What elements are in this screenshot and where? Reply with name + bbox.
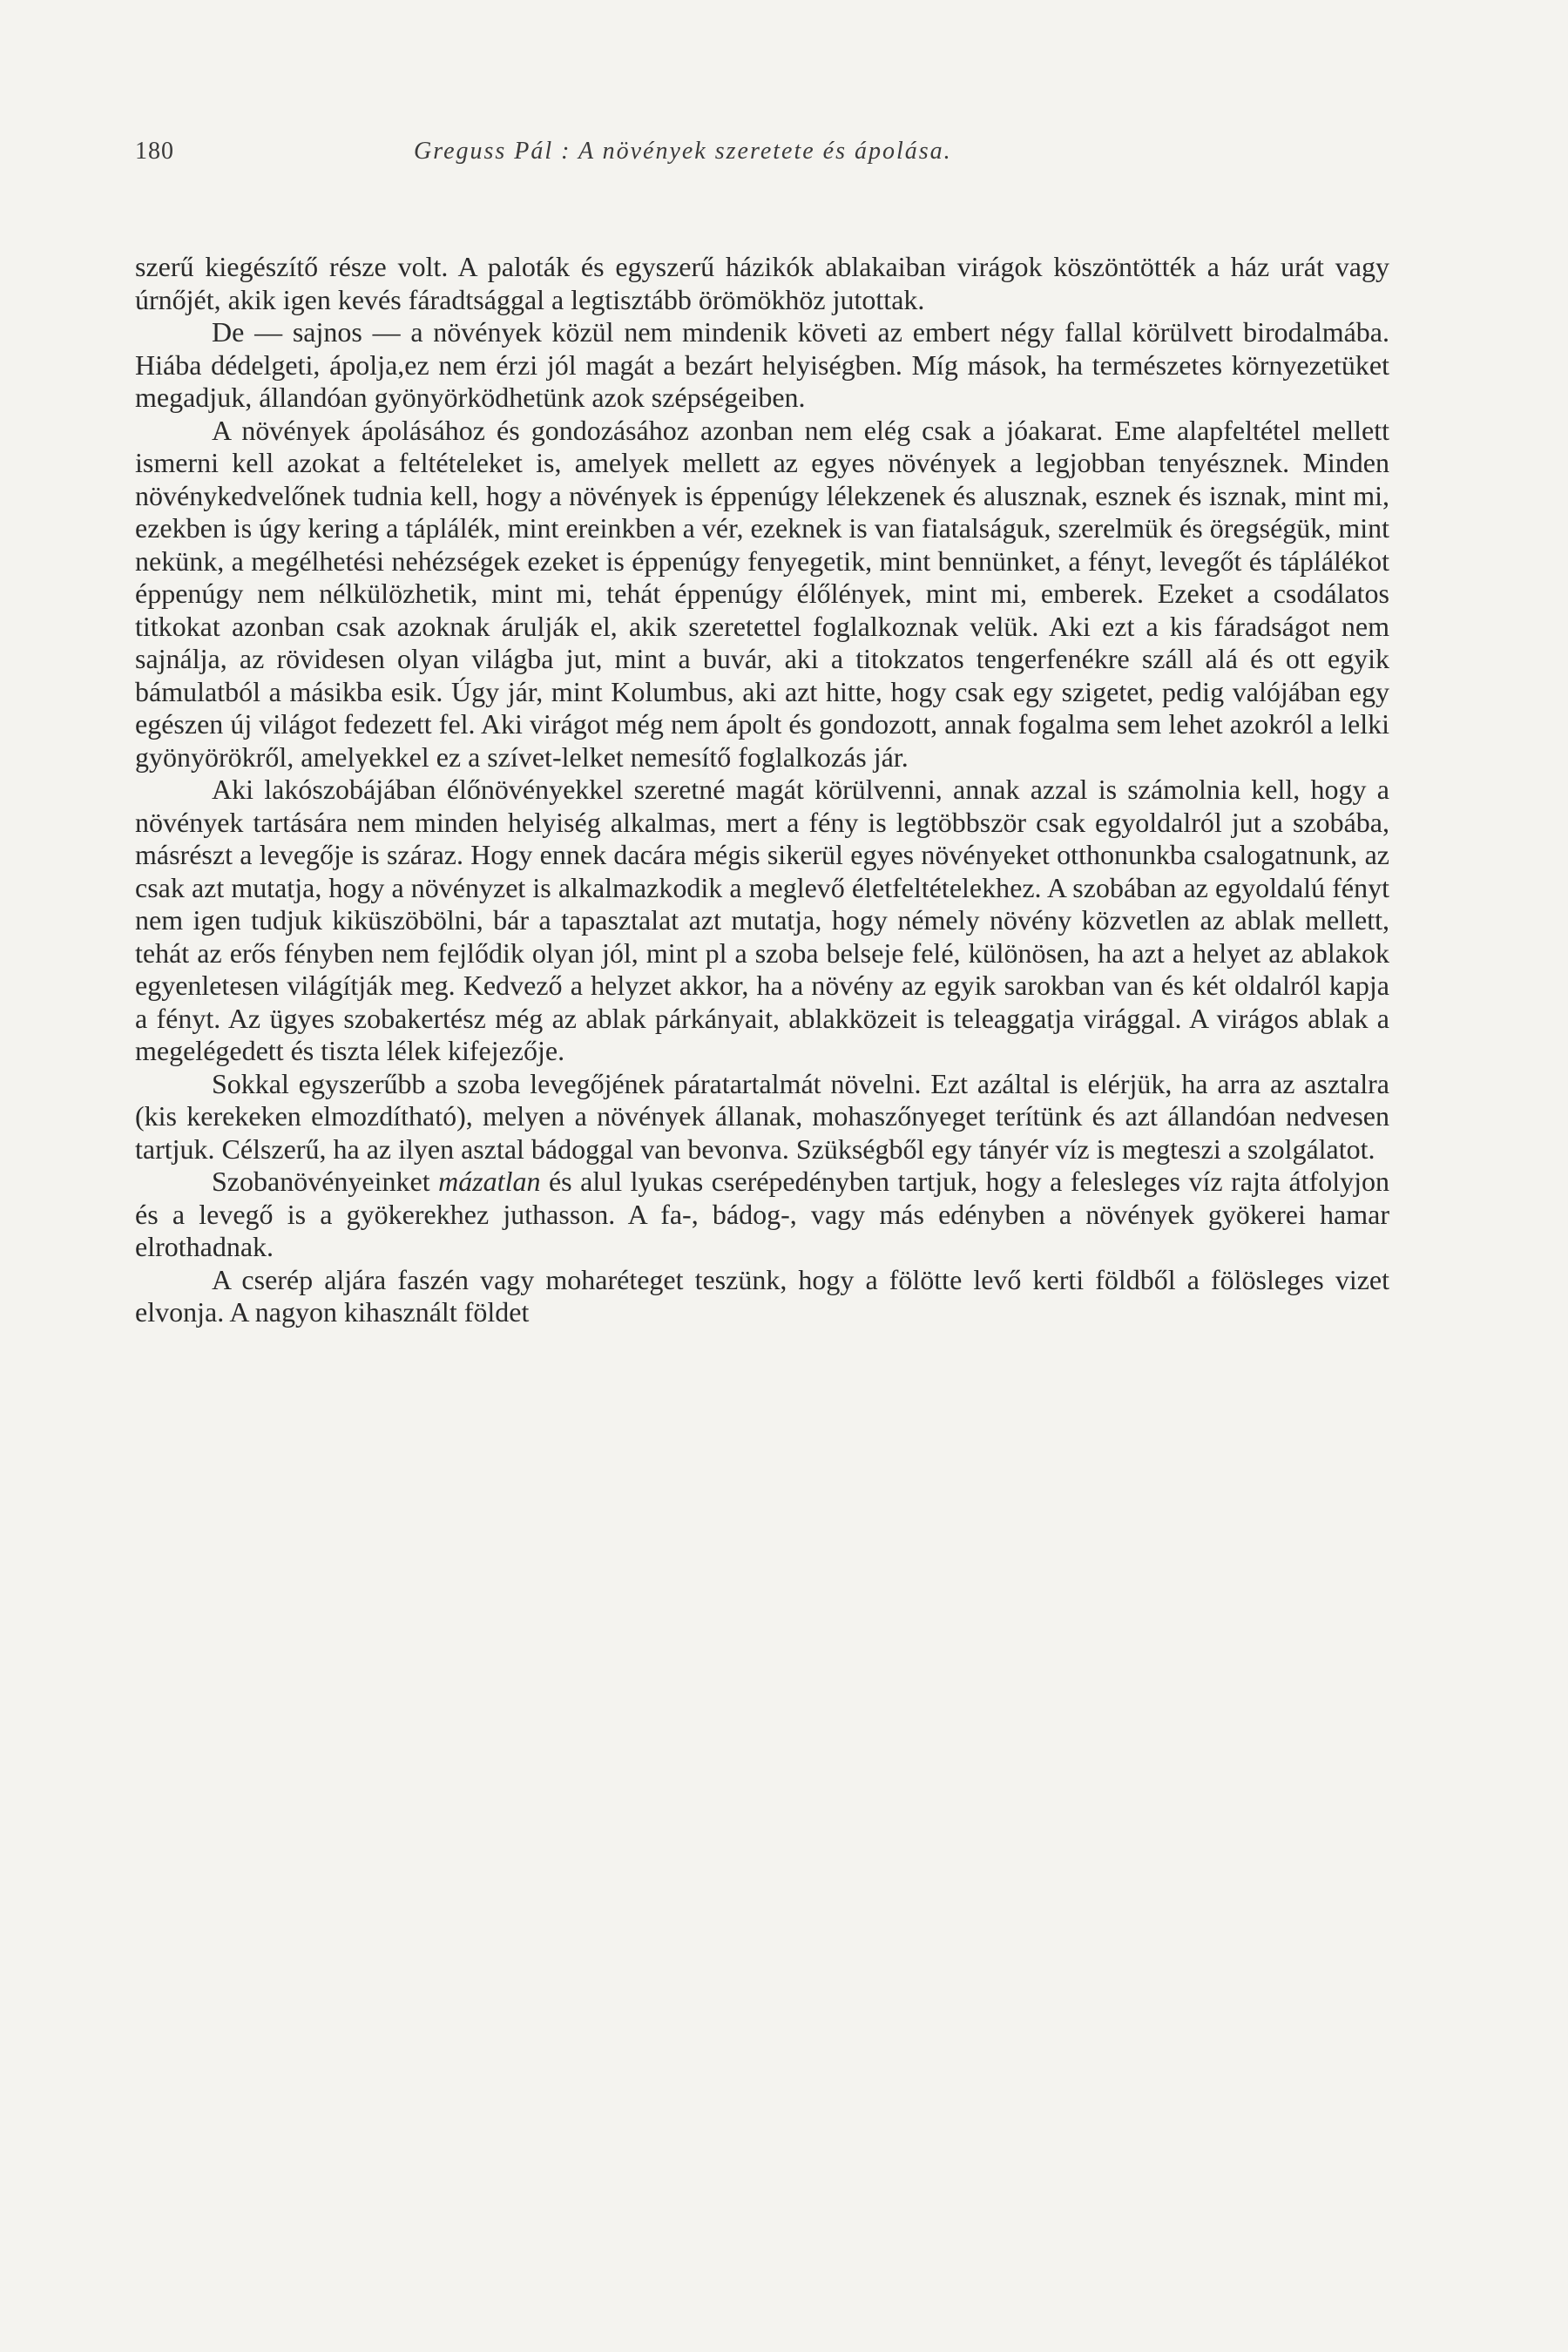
running-title: Greguss Pál : A növények szeretete és ápolása. — [414, 138, 952, 165]
paragraph-1: szerű kiegészítő része volt. A paloták és egyszerű házikók ablakaiban virágok köszöntötték a ház urát vagy úrnőjét, akik igen kevés fáradtsággal a legtisztább örömökhöz jutottak. — [135, 251, 1389, 315]
page-header — [135, 138, 1389, 172]
paragraph-6 — [135, 1166, 1389, 1264]
paragraph-6-start: Szobanövényeinket — [212, 1166, 439, 1197]
body-text — [135, 251, 1389, 1329]
page-number: 180 — [135, 138, 174, 165]
paragraph-3: A növények ápolásához és gondozásához azonban nem elég csak a jóakarat. Eme alapfeltétel mellett ismerni kell azokat a feltételeket is, amelyek mellett az egyes növények a legjobban tenyésznek. Minden növénykedvelőnek tudnia kell, hogy a növények is éppenúgy lélekzenek és alusznak, esznek és isznak, mint mi, ezekben is úgy kering a táplálék, mint ereinkben a vér, ezeknek is van fiatalságuk, szerelmük és öregségük, mint nekünk, a megélhetési nehézségek ezeket is éppenúgy fenyegetik, mint bennünket, a fényt, levegőt és táplálékot éppenúgy nem nélkülözhetik, mint mi, tehát éppenúgy élőlények, mint mi, emberek. Ezeket a csodálatos titkokat azonban csak azoknak árulják el, akik szeretettel foglalkoznak velük. Aki ezt a kis fáradságot nem sajnálja, az rövidesen olyan világba jut, mint a buvár, aki a titokzatos tengerfenékre száll alá és ott egyik bámulatból a másikba esik. Úgy jár, mint Kolumbus, aki azt hitte, hogy csak egy szigetet, pedig valójában egy egészen új világot fedezett fel. Aki virágot még nem ápolt és gondozott, annak fogalma sem lehet azokról a lelki gyönyörökről, amelyekkel ez a szívet-lelket nemesítő foglalkozás jár. — [135, 414, 1389, 773]
paragraph-5: Sokkal egyszerűbb a szoba levegőjének páratartalmát növelni. Ezt azáltal is elérjük, ha arra az asztalra (kis kerekeken elmozdítható), melyen a növények állanak, mohaszőnyeget terítünk és azt állandóan nedvesen tartjuk. Célszerű, ha az ilyen asztal bádoggal van bevonva. Szükségből egy tányér víz is megteszi a szolgálatot. — [135, 1067, 1389, 1165]
paragraph-2: De — sajnos — a növények közül nem mindenik követi az embert négy fallal körülvett birodalmába. Hiába dédelgeti, ápolja,ez nem érzi jól magát a bezárt helyiségben. Míg mások, ha természetes környezetüket megadjuk, állandóan gyönyörködhetünk azok szépségeiben. — [135, 316, 1389, 413]
paragraph-4: Aki lakószobájában élőnövényekkel szeretné magát körülvenni, annak azzal is számolnia kell, hogy a növények tartására nem minden helyiség alkalmas, mert a fény is legtöbbször csak egyoldalról jut a szobába, másrészt a levegője is száraz. Hogy ennek dacára mégis sikerül egyes növényeket otthonunkba csalogatnunk, az csak azt mutatja, hogy a növényzet is alkalmazkodik a meglevő életfeltételekhez. A szobában az egyoldalú fényt nem igen tudjuk kiküszöbölni, bár a tapasztalat azt mutatja, hogy némely növény közvetlen az ablak mellett, tehát az erős fényben nem fejlődik olyan jól, mint pl a szoba belseje felé, különösen, ha azt a helyet az ablakok egyenletesen világítják meg. Kedvező a helyzet akkor, ha a növény az egyik sarokban van és két oldalról kapja a fényt. Az ügyes szobakertész még az ablak párkányait, ablakközeit is teleaggatja virággal. A virágos ablak a megelégedett és tiszta lélek kifejezője. — [135, 774, 1389, 1066]
paragraph-6-end: és alul lyukas cserépedényben tartjuk, hogy a felesleges víz rajta átfolyjon és a levegő is a gyökerekhez juthasson. A fa-, bádog-, vagy más edényben a növények gyökerei hamar elrothadnak. — [135, 1166, 1389, 1262]
emphasis-mazatlan: mázatlan — [438, 1166, 541, 1197]
paragraph-7: A cserép aljára faszén vagy moharéteget teszünk, hogy a fölötte levő kerti földből a fölösleges vizet elvonja. A nagyon kihasznált földet — [135, 1263, 1389, 1328]
